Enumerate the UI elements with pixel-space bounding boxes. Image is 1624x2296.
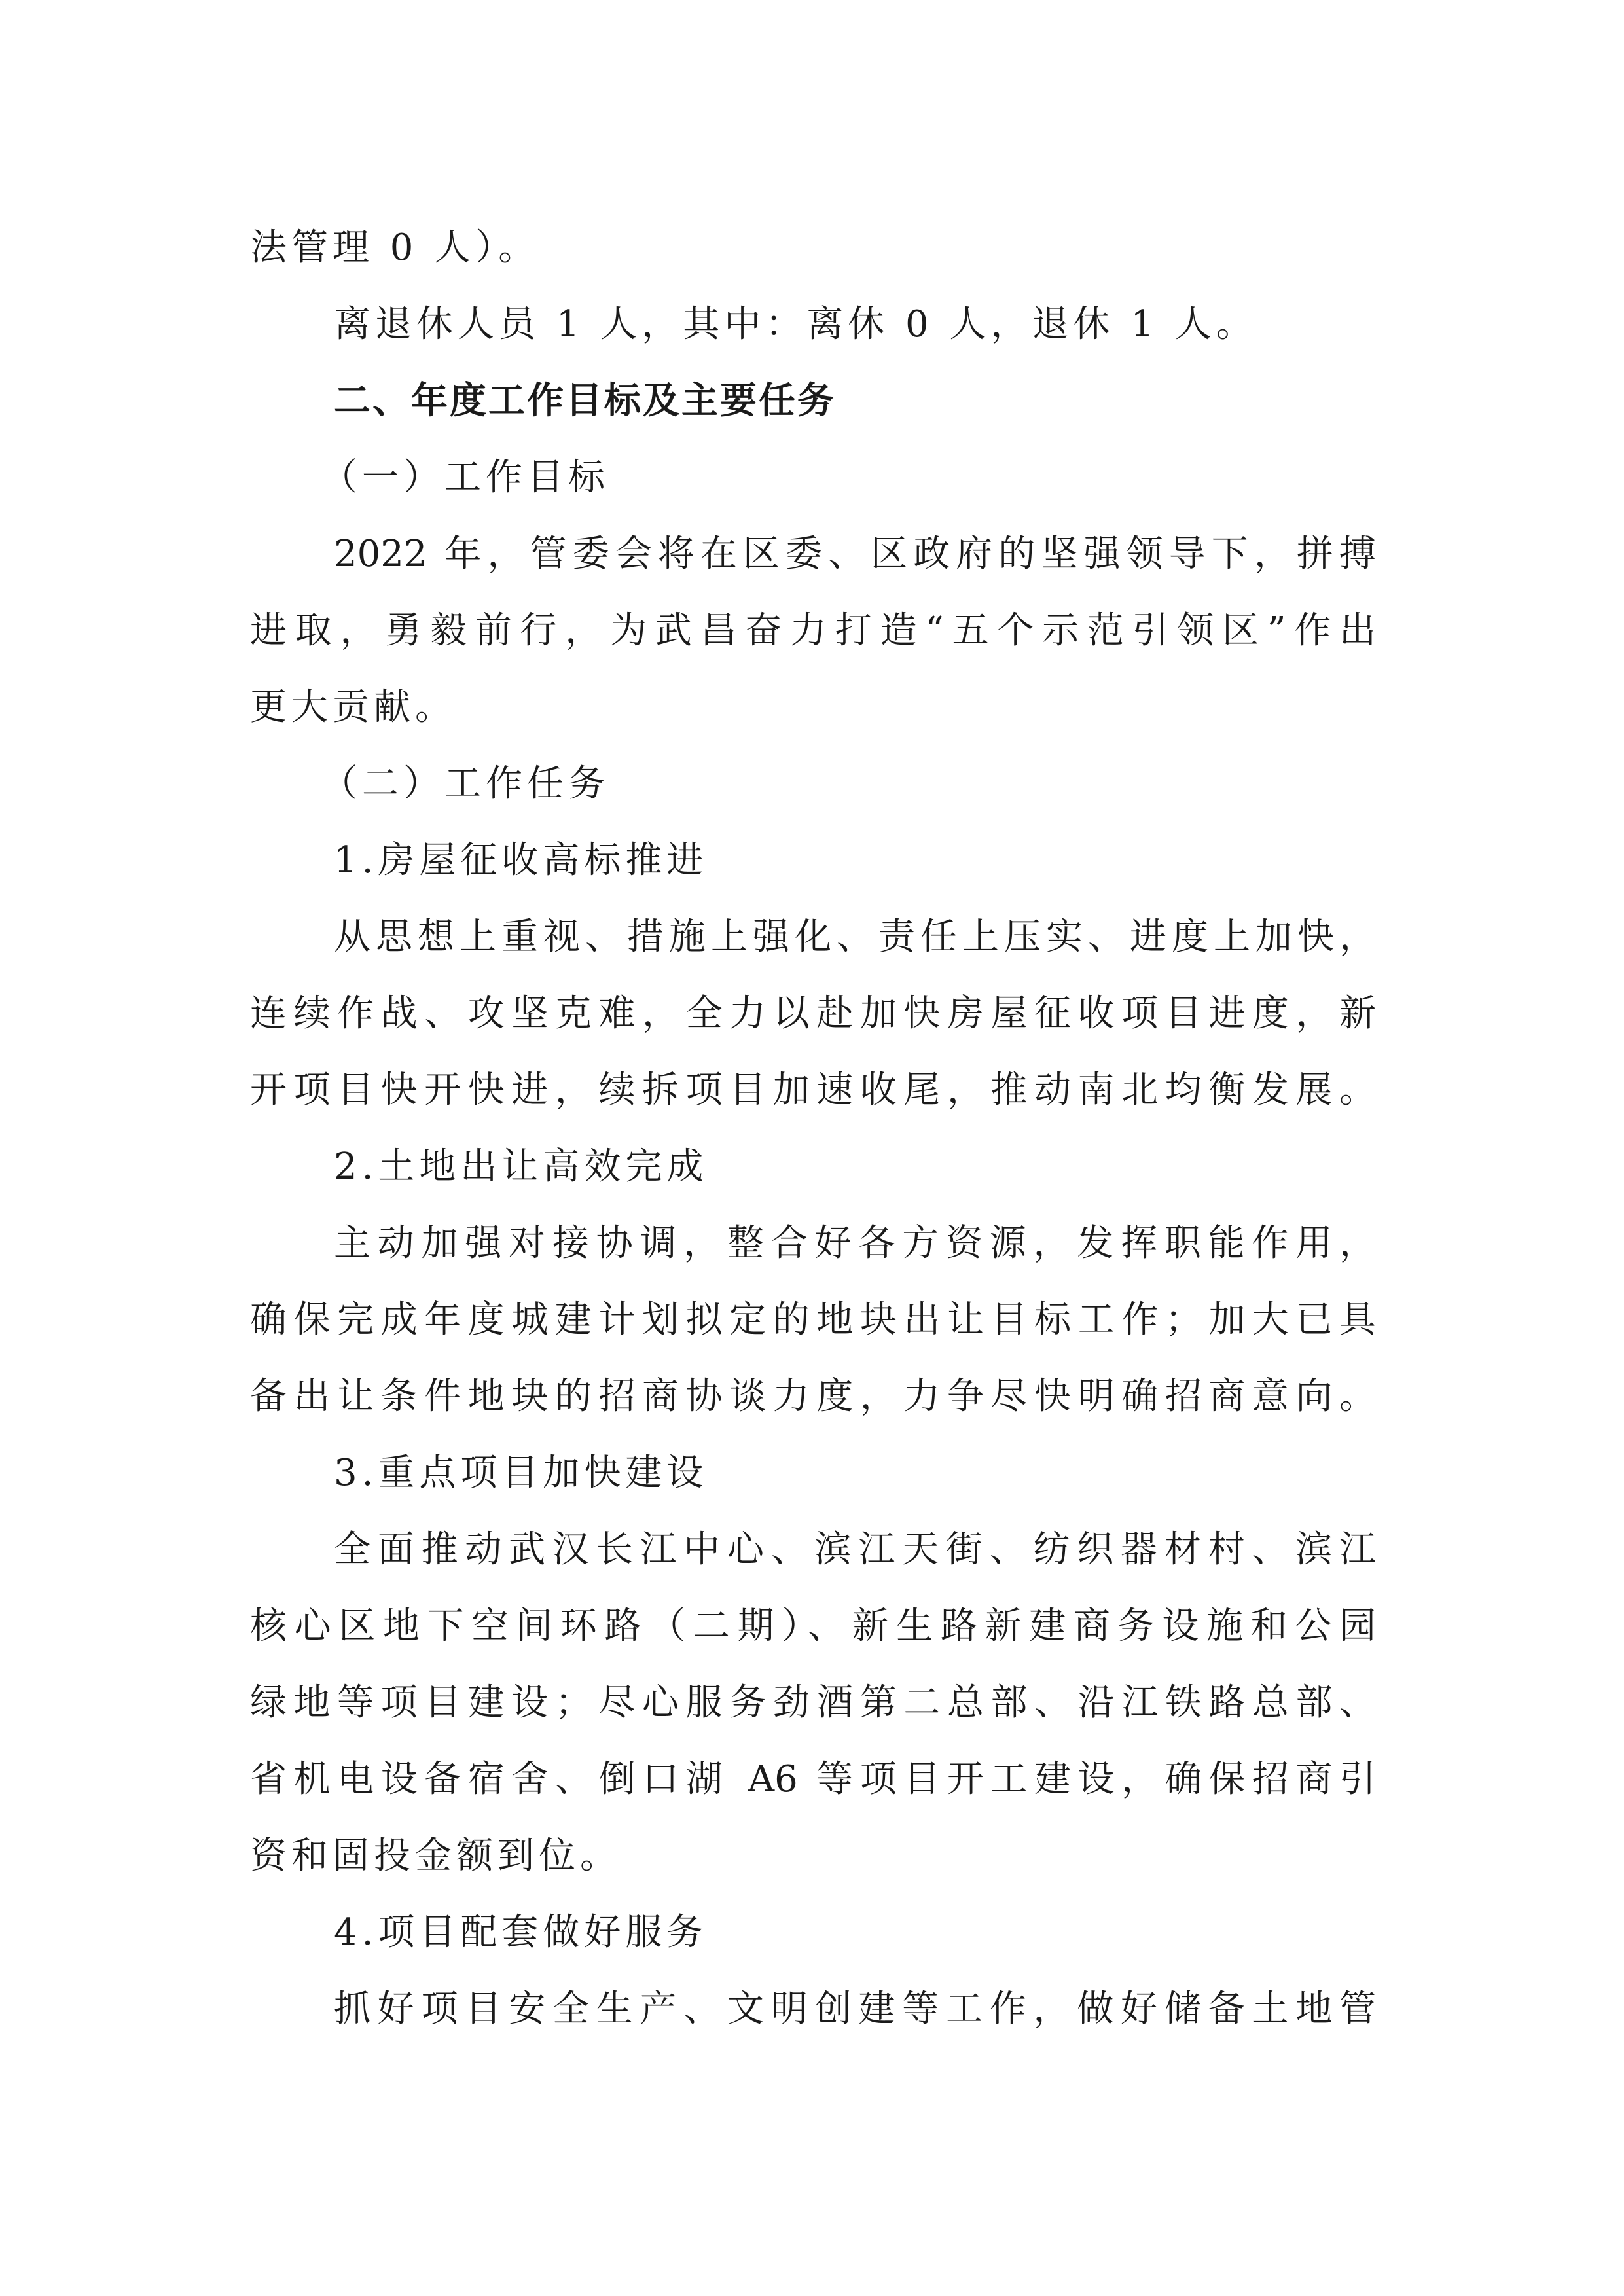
text-line: 连续作战、攻坚克难，全力以赴加快房屋征收项目进度，新 — [250, 992, 1376, 1035]
text-line: 更大贡献。 — [250, 686, 456, 728]
text-line: 全面推动武汉长江中心、滨江天街、纺织器材村、滨江 — [334, 1528, 1376, 1571]
text-line: 抓好项目安全生产、文明创建等工作，做好储备土地管 — [334, 1988, 1376, 2030]
text-line: 开项目快开快进，续拆项目加速收尾，推动南北均衡发展。 — [250, 1069, 1376, 1111]
text-line: 法管理 0 人）。 — [250, 226, 540, 269]
text-line: 从思想上重视、措施上强化、责任上压实、进度上加快， — [334, 916, 1376, 958]
text-line: 主动加强对接协调，整合好各方资源，发挥职能作用， — [334, 1222, 1376, 1265]
subsection-heading: （一）工作目标 — [321, 456, 609, 499]
subsection-heading: （二）工作任务 — [321, 762, 609, 805]
text-line: 核心区地下空间环路（二期）、新生路新建商务设施和公园 — [250, 1605, 1376, 1647]
item-heading: 3.重点项目加快建设 — [334, 1452, 708, 1494]
text-line: 进取，勇毅前行，为武昌奋力打造“五个示范引领区”作出 — [250, 609, 1376, 652]
item-heading: 4.项目配套做好服务 — [334, 1911, 708, 1954]
text-line: 离退休人员 1 人，其中：离休 0 人，退休 1 人。 — [334, 303, 1257, 346]
text-line: 2022 年，管委会将在区委、区政府的坚强领导下，拼搏 — [334, 533, 1376, 575]
text-line: 省机电设备宿舍、倒口湖 A6 等项目开工建设，确保招商引 — [250, 1758, 1376, 1801]
item-heading: 1.房屋征收高标推进 — [334, 839, 708, 882]
text-line: 确保完成年度城建计划拟定的地块出让目标工作；加大已具 — [250, 1299, 1376, 1341]
document-body — [250, 209, 1376, 2047]
item-heading: 2.土地出让高效完成 — [334, 1145, 708, 1188]
text-line: 备出让条件地块的招商协谈力度，力争尽快明确招商意向。 — [250, 1375, 1376, 1418]
text-line: 资和固投金额到位。 — [250, 1835, 621, 1877]
section-heading: 二、年度工作目标及主要任务 — [334, 380, 836, 422]
text-line: 绿地等项目建设；尽心服务劲酒第二总部、沿江铁路总部、 — [250, 1681, 1376, 1724]
